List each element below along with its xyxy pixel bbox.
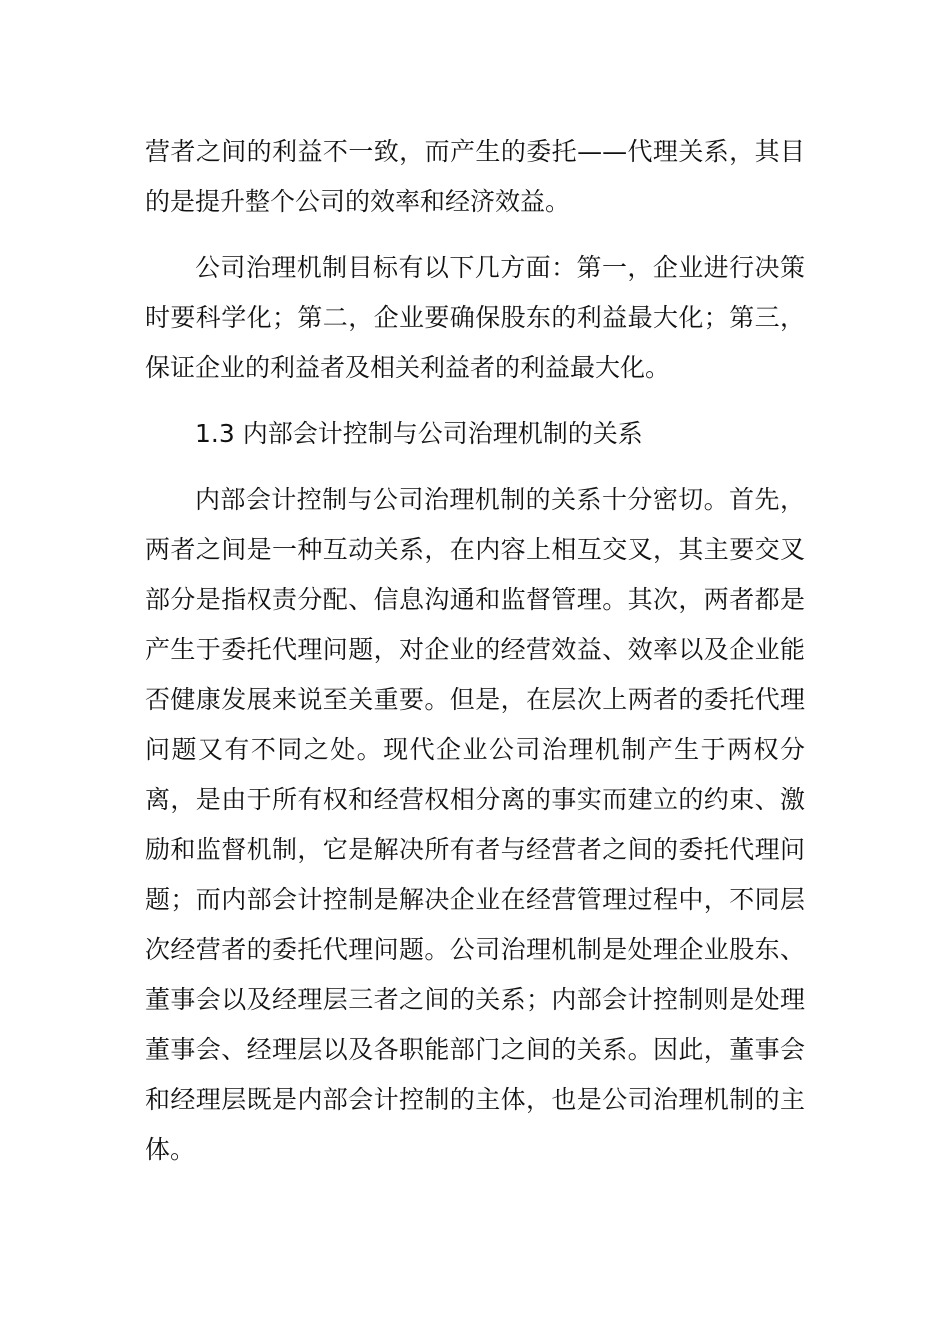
document-body — [145, 127, 805, 1175]
paragraph-relationship: 内部会计控制与公司治理机制的关系十分密切。首先，两者之间是一种互动关系，在内容上相互交叉，其主要交叉部分是指权责分配、信息沟通和监督管理。其次，两者都是产生于委托代理问题，对企业的经营效益、效率以及企业能否健康发展来说至关重要。但是，在层次上两者的委托代理问题又有不同之处。现代企业公司治理机制产生于两权分离，是由于所有权和经营权相分离的事实而建立的约束、激励和监督机制，它是解决所有者与经营者之间的委托代理问题；而内部会计控制是解决企业在经营管理过程中，不同层次经营者的委托代理问题。公司治理机制是处理企业股东、董事会以及经理层三者之间的关系；内部会计控制则是处理董事会、经理层以及各职能部门之间的关系。因此，董事会和经理层既是内部会计控制的主体，也是公司治理机制的主体。 — [145, 485, 805, 1164]
paragraph-continuation: 营者之间的利益不一致，而产生的委托——代理关系，其目的是提升整个公司的效率和经济效益。 — [145, 137, 805, 216]
paragraph-governance-goals: 公司治理机制目标有以下几方面：第一，企业进行决策时要科学化；第二，企业要确保股东的利益最大化；第三，保证企业的利益者及相关利益者的利益最大化。 — [145, 253, 805, 382]
section-heading: 1.3 内部会计控制与公司治理机制的关系 — [195, 419, 643, 448]
